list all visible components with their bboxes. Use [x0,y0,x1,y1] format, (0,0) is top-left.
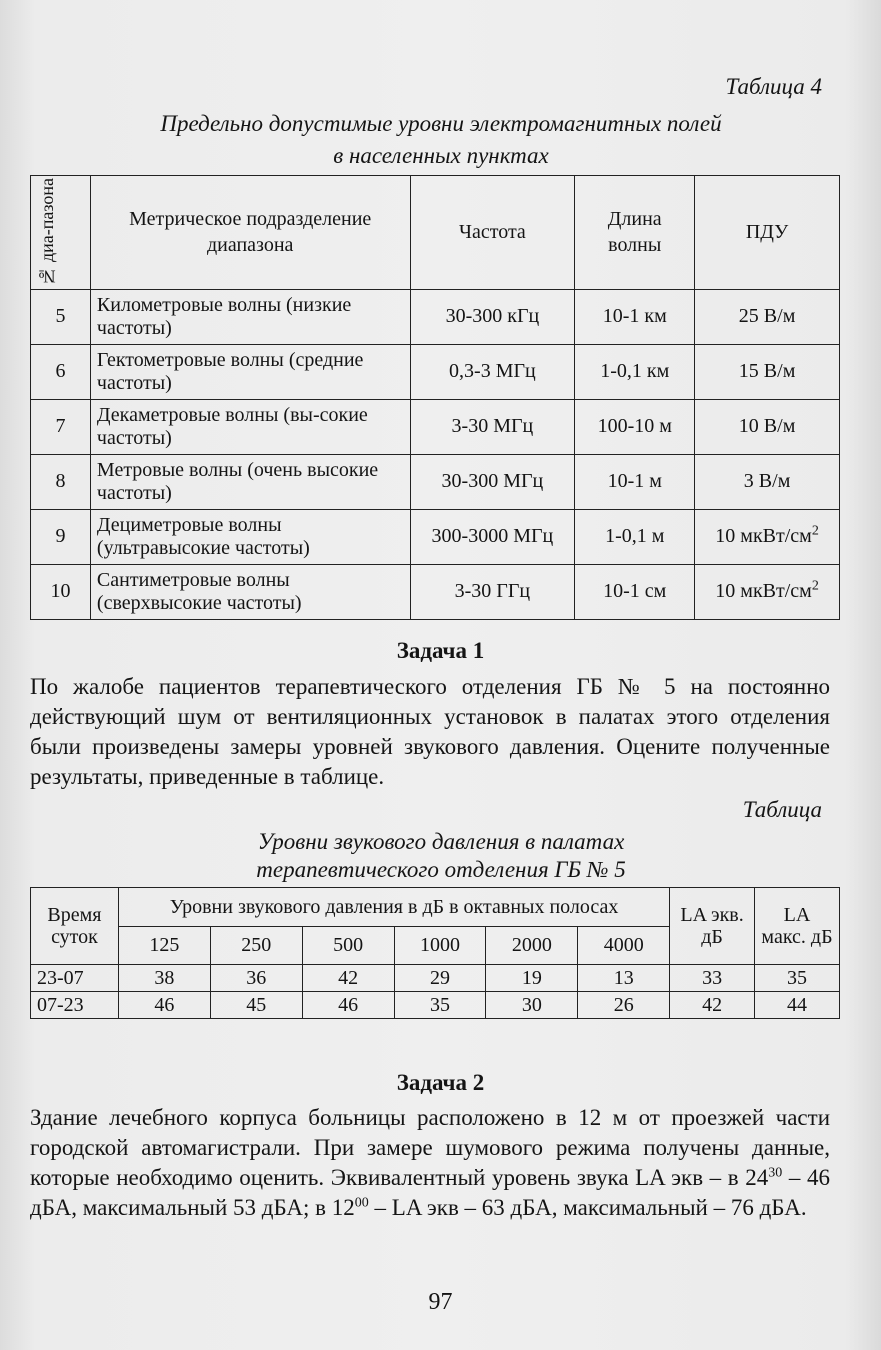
header-levels: Уровни звукового давления в дБ в октавных полосах [118,888,669,927]
table-title-line: Предельно допустимые уровни электромагнитных полей [160,111,722,136]
cell-pdu: 3 В/м [695,454,840,509]
cell-pdu: 10 мкВт/$см^2$ [695,509,840,564]
cell-value: 29 [394,965,486,992]
header-subdivision: Метрическое подразделение диапазона [90,176,410,290]
header-band: 250 [210,926,302,965]
cell-subdivision: Километровые волны (низкие частоты) [90,289,410,344]
table-caption: Таблица [742,797,822,822]
table-header-row [31,176,840,290]
cell-subdivision: Сантиметровые волны (сверхвысокие частоты) [90,564,410,619]
table-caption: Таблица 4 [725,74,822,99]
cell-la-max: 44 [755,992,840,1019]
task-text: По жалобе пациентов терапевтического отделения ГБ № 5 на постоянно действующий шум от вентиляционных установок в палатах этого отделения были произведены замеры уровней звукового давления. Оцените полученные результаты, приведенные в таблице. [30,674,830,789]
cell-range-no: 7 [31,399,91,454]
header-pdu: ПДУ [695,176,840,290]
page-number: 97 [428,1289,453,1315]
task-text: Здание лечебного корпуса больницы расположено в 12 м от проезжей части городской автомагистрали. При замере шумового режима получены данные, которые необходимо оценить. Эквивалентный уровень звука LA экв – в $24^{30} - 46$ дБА, максимальный 53 дБА; в $12^{00}$ – LA экв – 63 дБА, максимальный – 76 дБА. [30,1105,830,1220]
cell-value: 45 [210,992,302,1019]
header-band: 500 [302,926,394,965]
table-row [31,509,840,564]
header-time: Время суток [31,888,119,965]
table-row [31,992,840,1019]
header-la-max: LA макс. дБ [755,888,840,965]
cell-pdu: 15 В/м [695,344,840,399]
cell-value: 13 [578,965,670,992]
cell-range-no: 9 [31,509,91,564]
cell-value: 46 [302,992,394,1019]
cell-frequency: 0,3-3 МГц [410,344,575,399]
header-band: 2000 [486,926,578,965]
table-row [31,289,840,344]
cell-value: 42 [302,965,394,992]
noise-levels-table [30,887,840,1019]
cell-wavelength: 1-0,1 км [575,344,695,399]
table-title-line: Уровни звукового давления в палатах [257,829,625,854]
cell-value: 35 [394,992,486,1019]
cell-la-max: 35 [755,965,840,992]
cell-subdivision: Метровые волны (очень высокие частоты) [90,454,410,509]
header-la-eq: LA экв. дБ [670,888,755,965]
cell-value: 26 [578,992,670,1019]
header-band: 4000 [578,926,670,965]
cell-wavelength: 10-1 км [575,289,695,344]
cell-value: 46 [118,992,210,1019]
header-band: 125 [118,926,210,965]
cell-la-eq: 42 [670,992,755,1019]
header-range-no: № диа-пазона [31,176,91,290]
cell-range-no: 8 [31,454,91,509]
cell-subdivision: Дециметровые волны (ультравысокие частоты) [90,509,410,564]
cell-pdu: 10 мкВт/$см^2$ [695,564,840,619]
cell-pdu: 25 В/м [695,289,840,344]
table-title [60,108,822,172]
header-frequency: Частота [410,176,575,290]
cell-frequency: 30-300 кГц [410,289,575,344]
task-heading: Задача 1 [396,638,485,663]
cell-range-no: 5 [31,289,91,344]
cell-time: 07-23 [31,992,119,1019]
cell-value: 36 [210,965,302,992]
cell-wavelength: 100-10 м [575,399,695,454]
header-band: 1000 [394,926,486,965]
cell-range-no: 6 [31,344,91,399]
cell-wavelength: 10-1 см [575,564,695,619]
table-title-line: терапевтического отделения ГБ № 5 [256,857,626,882]
table-row [31,564,840,619]
table-row [31,965,840,992]
task-heading: Задача 2 [396,1070,485,1095]
table-title [60,828,822,884]
cell-wavelength: 1-0,1 м [575,509,695,564]
cell-value: 30 [486,992,578,1019]
table-row [31,399,840,454]
cell-subdivision: Декаметровые волны (вы-сокие частоты) [90,399,410,454]
table-row [31,454,840,509]
header-wavelength: Длина волны [575,176,695,290]
cell-time: 23-07 [31,965,119,992]
table-row [31,344,840,399]
cell-wavelength: 10-1 м [575,454,695,509]
cell-range-no: 10 [31,564,91,619]
cell-frequency: 300-3000 МГц [410,509,575,564]
cell-pdu: 10 В/м [695,399,840,454]
emf-limits-table [30,175,840,620]
cell-frequency: 3-30 ГГц [410,564,575,619]
cell-frequency: 3-30 МГц [410,399,575,454]
cell-value: 38 [118,965,210,992]
cell-la-eq: 33 [670,965,755,992]
table-header-row [31,888,840,927]
cell-frequency: 30-300 МГц [410,454,575,509]
table-title-line: в населенных пунктах [333,143,549,168]
cell-value: 19 [486,965,578,992]
cell-subdivision: Гектометровые волны (средние частоты) [90,344,410,399]
